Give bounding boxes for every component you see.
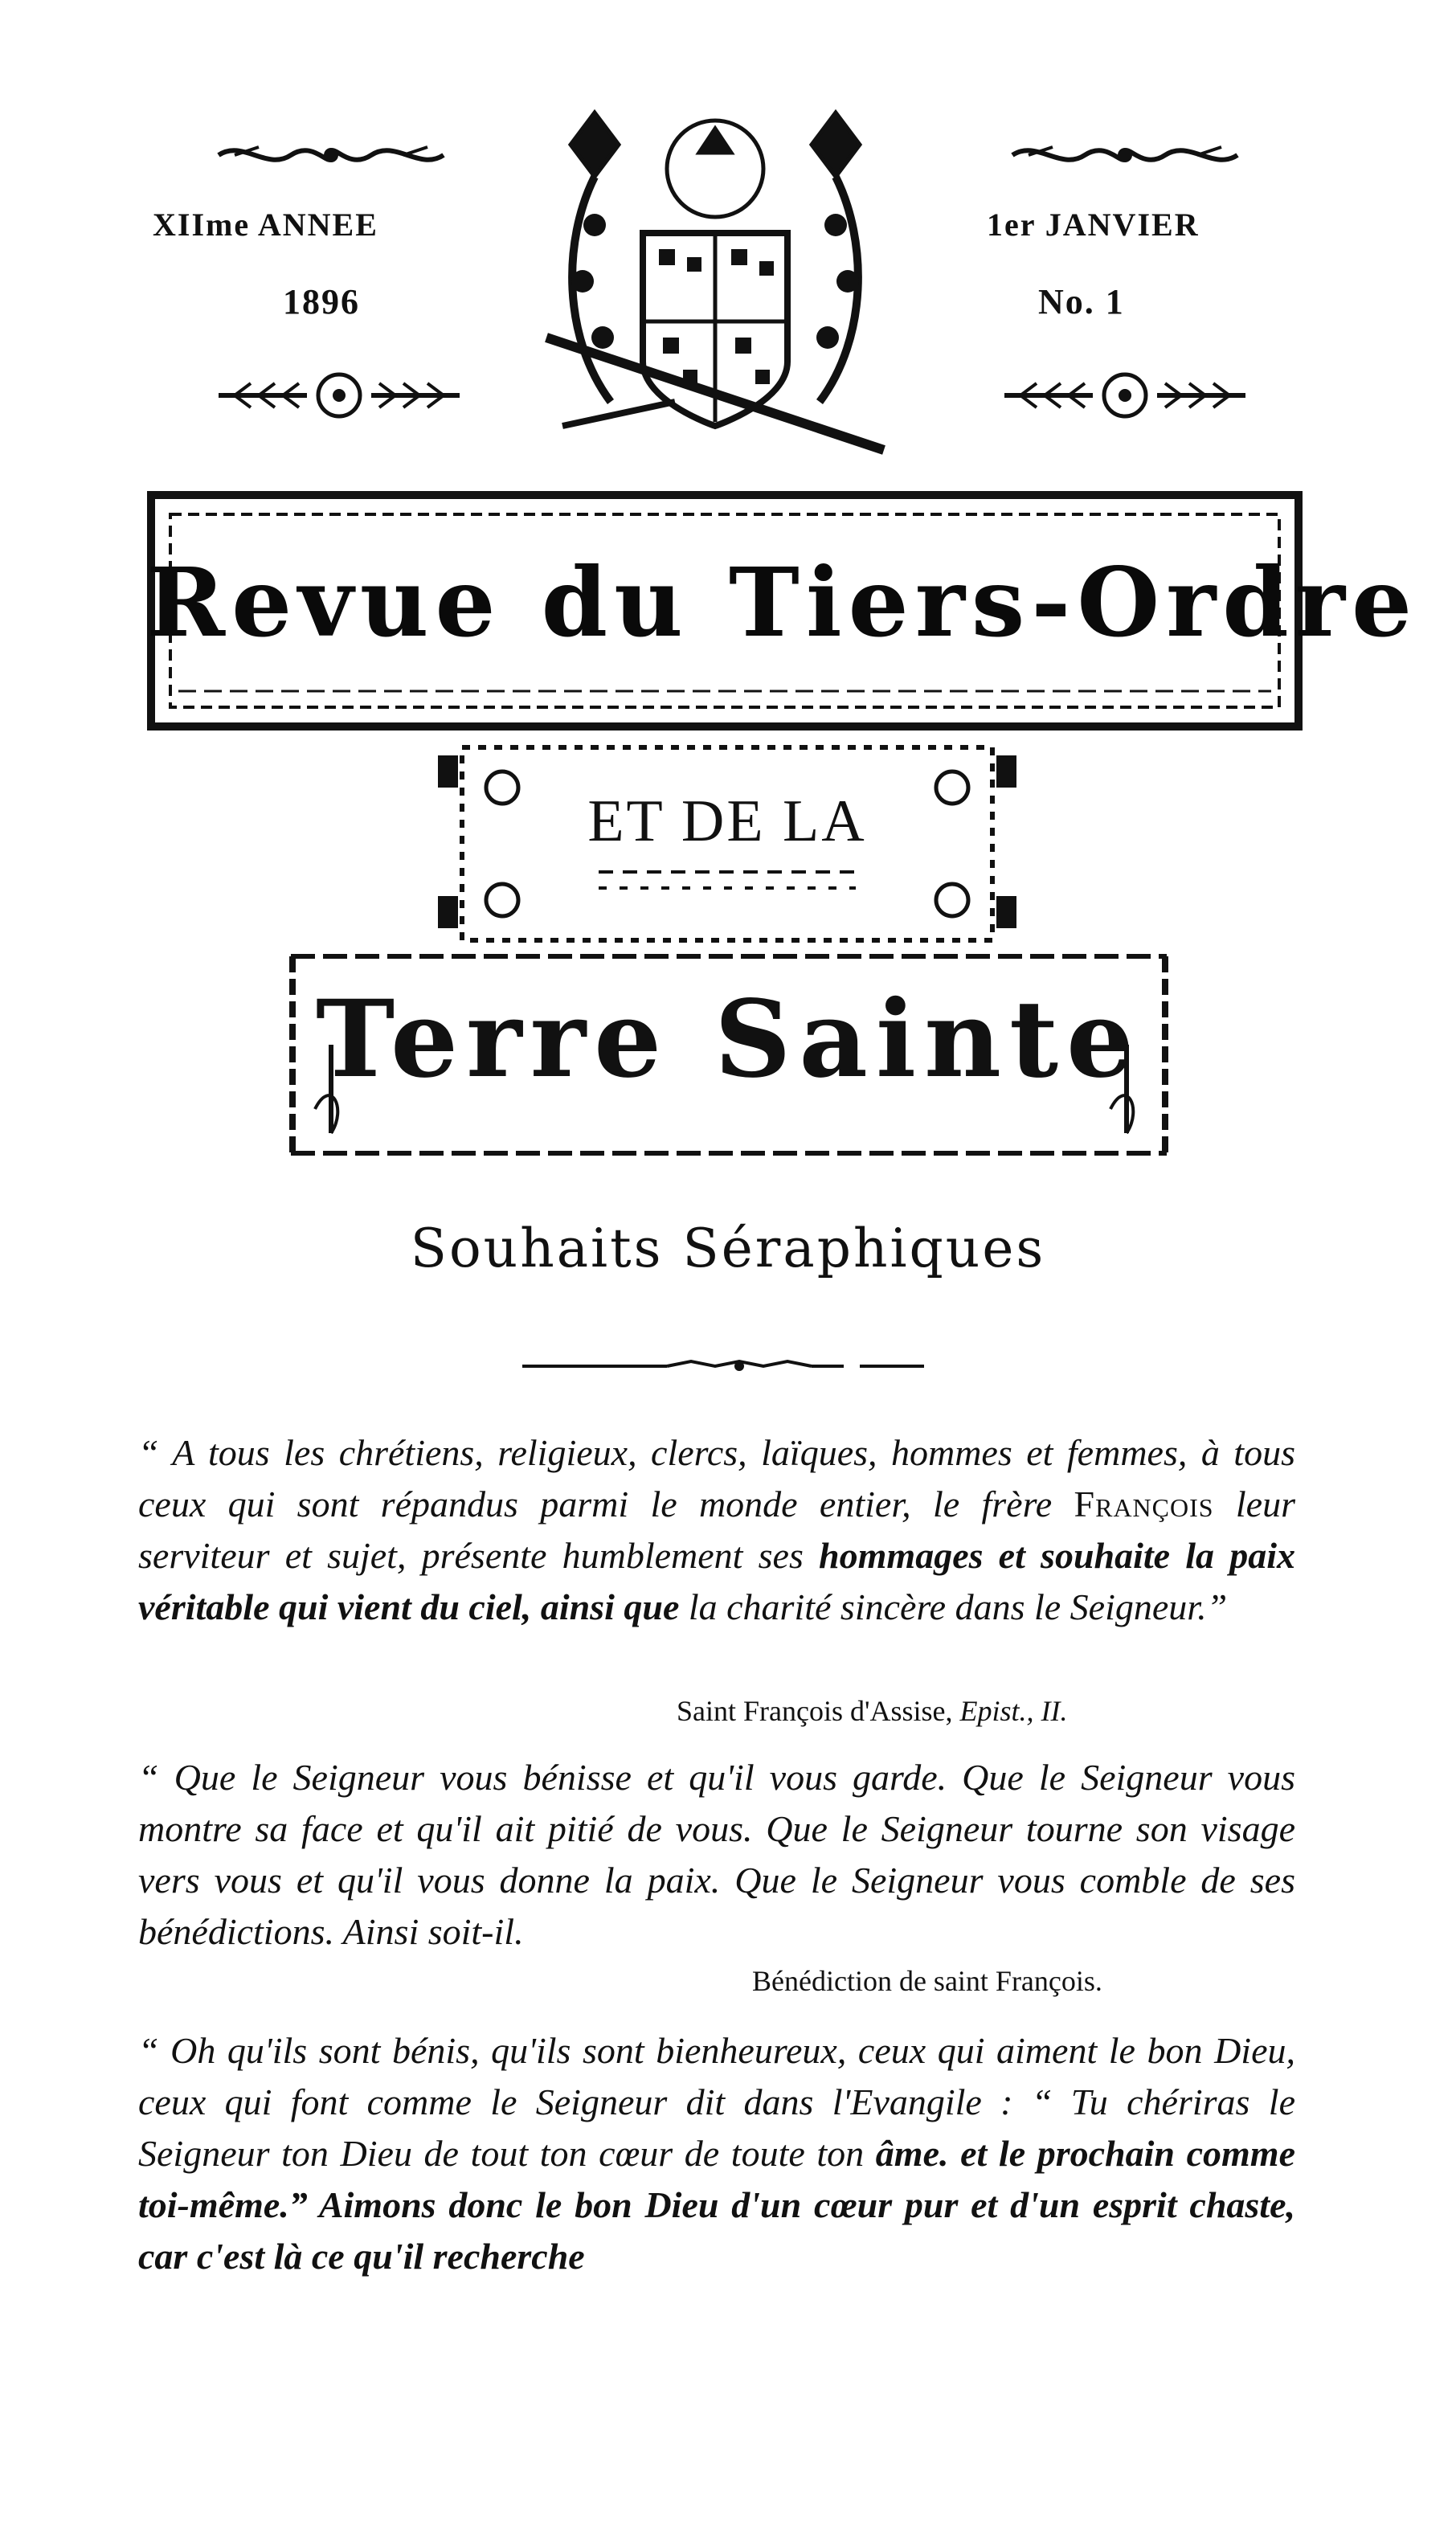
quote-blessed-who-love [138, 2025, 1295, 2282]
header [0, 0, 1456, 482]
quote-name: François [1074, 1484, 1214, 1524]
issue-date: 1er JANVIER [987, 207, 1200, 243]
attribution-author: Saint François d'Assise, [677, 1695, 953, 1727]
quote-text: d'un cœur pur et d'un esprit chaste, car c'est là ce qu'il recherche [138, 2184, 1295, 2277]
flourish-ornament-icon [211, 135, 452, 175]
quote-francis-epistle [138, 1427, 1295, 1633]
issue-number: No. 1 [1038, 282, 1125, 321]
quote-text: “ Oh qu'ils sont bénis, qu'ils sont bienheureux, ceux qui aiment le bon Dieu, ceux qui font comme le Seigneur dit dans l'Evangile : “ Tu chériras le Seigneur ton Dieu de tout ton cœur de toute ton [138, 2030, 1295, 2174]
coat-of-arms-icon [514, 96, 916, 474]
masthead-connector: ET DE LA [587, 788, 867, 854]
quote-text: “ A tous les chrétiens, religieux, clercs, laïques, hommes et femmes, à tous ceux qui sont répandus parmi le monde entier, le frère [138, 1432, 1295, 1524]
attribution-reference: Epist., II. [959, 1695, 1068, 1727]
masthead-connector-frame [438, 739, 1016, 948]
masthead-title: Revue du Tiers-Ordre [146, 546, 1419, 658]
flourish-ornament-icon [1004, 135, 1245, 175]
masthead-title-frame [146, 490, 1419, 731]
quote-text: leur serviteur et sujet, présente humblement ses [138, 1484, 1296, 1576]
issue-year: 1896 [283, 282, 360, 321]
flourish-ornament-icon [996, 371, 1254, 419]
flourish-ornament-icon [211, 371, 468, 419]
quote-attribution [677, 1694, 1067, 1728]
article-heading: Souhaits Séraphiques [410, 1218, 1046, 1279]
quote-attribution: Bénédiction de saint François. [752, 1965, 1102, 1997]
quote-text: âme. et le prochain comme toi-même.” Aimons donc le bon Dieu [138, 2133, 1295, 2225]
masthead-subtitle: Terre Sainte [315, 977, 1142, 1102]
quote-text: ainsi que [540, 1586, 680, 1627]
quote-text: hommages et souhaite la paix véritable qui vient du ciel, [138, 1535, 1296, 1627]
masthead-subtitle-frame [283, 948, 1175, 1165]
quote-text: la charité sincère dans le Seigneur.” [688, 1586, 1228, 1627]
quote-francis-blessing: “ Que le Seigneur vous bénisse et qu'il vous garde. Que le Seigneur vous montre sa face et qu'il ait pitié de vous. Que le Seigneur tourne son visage vers vous et qu'il vous donne la paix. Que le Seigneur vous comble de ses bénédictions. Ainsi soit-il. [138, 1757, 1295, 1952]
issue-year-label: XIIme ANNEE [153, 207, 378, 243]
rule-ornament-icon [522, 1358, 940, 1374]
